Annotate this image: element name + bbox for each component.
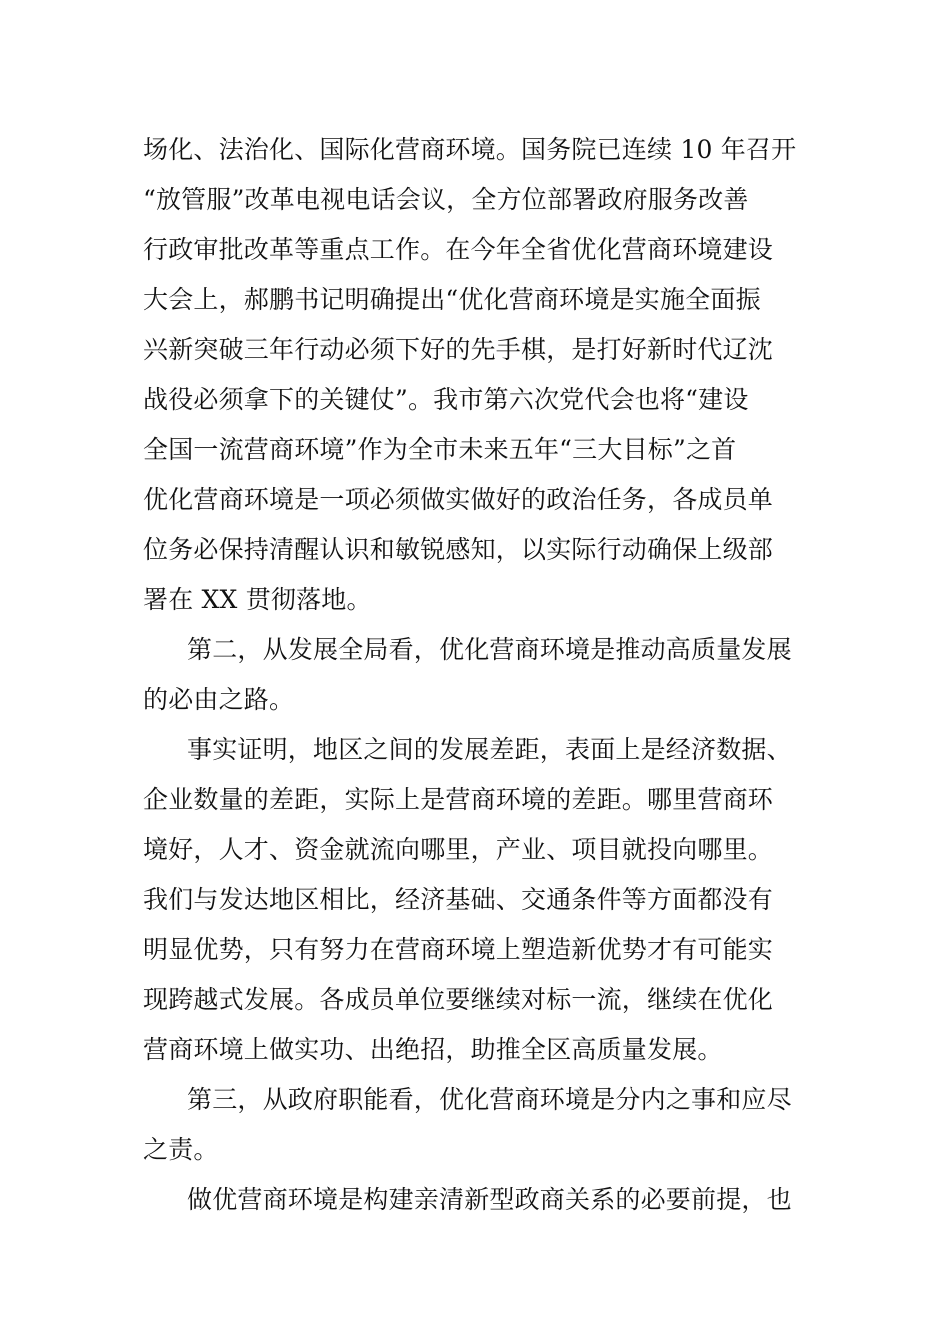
text-line: 位务必保持清醒认识和敏锐感知，以实际行动确保上级部 — [143, 535, 774, 564]
section-heading-line: 的必由之路。 — [143, 685, 295, 714]
section-heading-line: 之责。 — [143, 1135, 219, 1164]
text-line: 场化、法治化、国际化营商环境。国务院已连续 10 年召开 — [143, 135, 797, 164]
section-heading-line: 第三，从政府职能看，优化营商环境是分内之事和应尽 — [187, 1085, 792, 1114]
text-line: 行政审批改革等重点工作。在今年全省优化营商环境建设 — [143, 235, 774, 264]
text-line: 大会上，郝鹏书记明确提出“优化营商环境是实施全面振 — [143, 285, 761, 314]
text-line: 战役必须拿下的关键仗”。我市第六次党代会也将“建设 — [143, 385, 749, 414]
text-line: 我们与发达地区相比，经济基础、交通条件等方面都没有 — [143, 885, 774, 914]
text-line: 署在 XX 贯彻落地。 — [143, 585, 372, 614]
text-line: 做优营商环境是构建亲清新型政商关系的必要前提，也 — [187, 1185, 792, 1214]
text-line: 兴新突破三年行动必须下好的先手棋，是打好新时代辽沈 — [143, 335, 774, 364]
text-line: “放管服”改革电视电话会议，全方位部署政府服务改善 — [143, 185, 749, 214]
text-line: 全国一流营商环境”作为全市未来五年“三大目标”之首 — [143, 435, 737, 464]
text-line: 营商环境上做实功、出绝招，助推全区高质量发展。 — [143, 1035, 723, 1064]
text-line: 明显优势，只有努力在营商环境上塑造新优势才有可能实 — [143, 935, 774, 964]
text-line: 事实证明，地区之间的发展差距，表面上是经济数据、 — [187, 735, 792, 764]
text-line: 境好，人才、资金就流向哪里，产业、项目就投向哪里。 — [143, 835, 774, 864]
text-line: 优化营商环境是一项必须做实做好的政治任务，各成员单 — [143, 485, 774, 514]
body-text — [143, 125, 813, 1225]
text-line: 企业数量的差距，实际上是营商环境的差距。哪里营商环 — [143, 785, 774, 814]
section-heading-line: 第二，从发展全局看，优化营商环境是推动高质量发展 — [187, 635, 792, 664]
text-line: 现跨越式发展。各成员单位要继续对标一流，继续在优化 — [143, 985, 774, 1014]
